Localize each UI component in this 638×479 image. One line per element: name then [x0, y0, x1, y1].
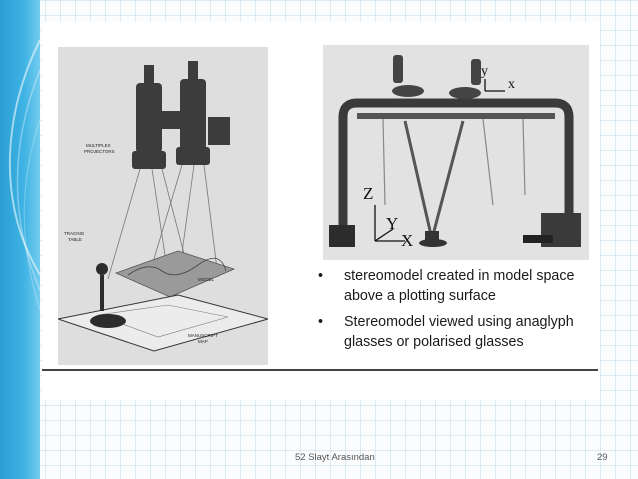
svg-text:MULTIPLEX: MULTIPLEX: [86, 143, 111, 148]
small-y-axis-label: y: [481, 64, 488, 79]
x-axis-label: X: [401, 231, 414, 250]
multiplex-projector-illustration: [58, 47, 268, 365]
footer-label: 52 Slayt Arasından: [295, 452, 375, 463]
stereo-plotter-photo: [323, 45, 589, 260]
bullet-marker: •: [318, 314, 324, 330]
svg-text:MODEL: MODEL: [198, 277, 215, 282]
bullet-item: [318, 312, 603, 352]
svg-text:MANUSCRIPT: MANUSCRIPT: [188, 333, 218, 338]
content-divider: [42, 369, 598, 371]
svg-text:MAP: MAP: [198, 339, 208, 344]
y-axis-label: Y: [386, 214, 399, 233]
svg-text:PROJECTORS: PROJECTORS: [84, 149, 115, 154]
bullet-marker: •: [318, 268, 324, 284]
z-axis-label: Z: [363, 184, 374, 203]
decorative-side-bar: [0, 0, 40, 479]
bullet-text: Stereomodel viewed using anaglyph glasses or polarised glasses: [344, 314, 574, 350]
bullet-list: [318, 266, 603, 358]
svg-text:TRACING: TRACING: [64, 231, 85, 236]
page-number: 29: [597, 452, 608, 463]
bullet-item: [318, 266, 603, 306]
wave-decoration: [0, 0, 40, 479]
svg-text:TABLE: TABLE: [68, 237, 82, 242]
small-x-axis-label: x: [508, 77, 515, 92]
bullet-text: stereomodel created in model space above a plotting surface: [344, 268, 575, 304]
